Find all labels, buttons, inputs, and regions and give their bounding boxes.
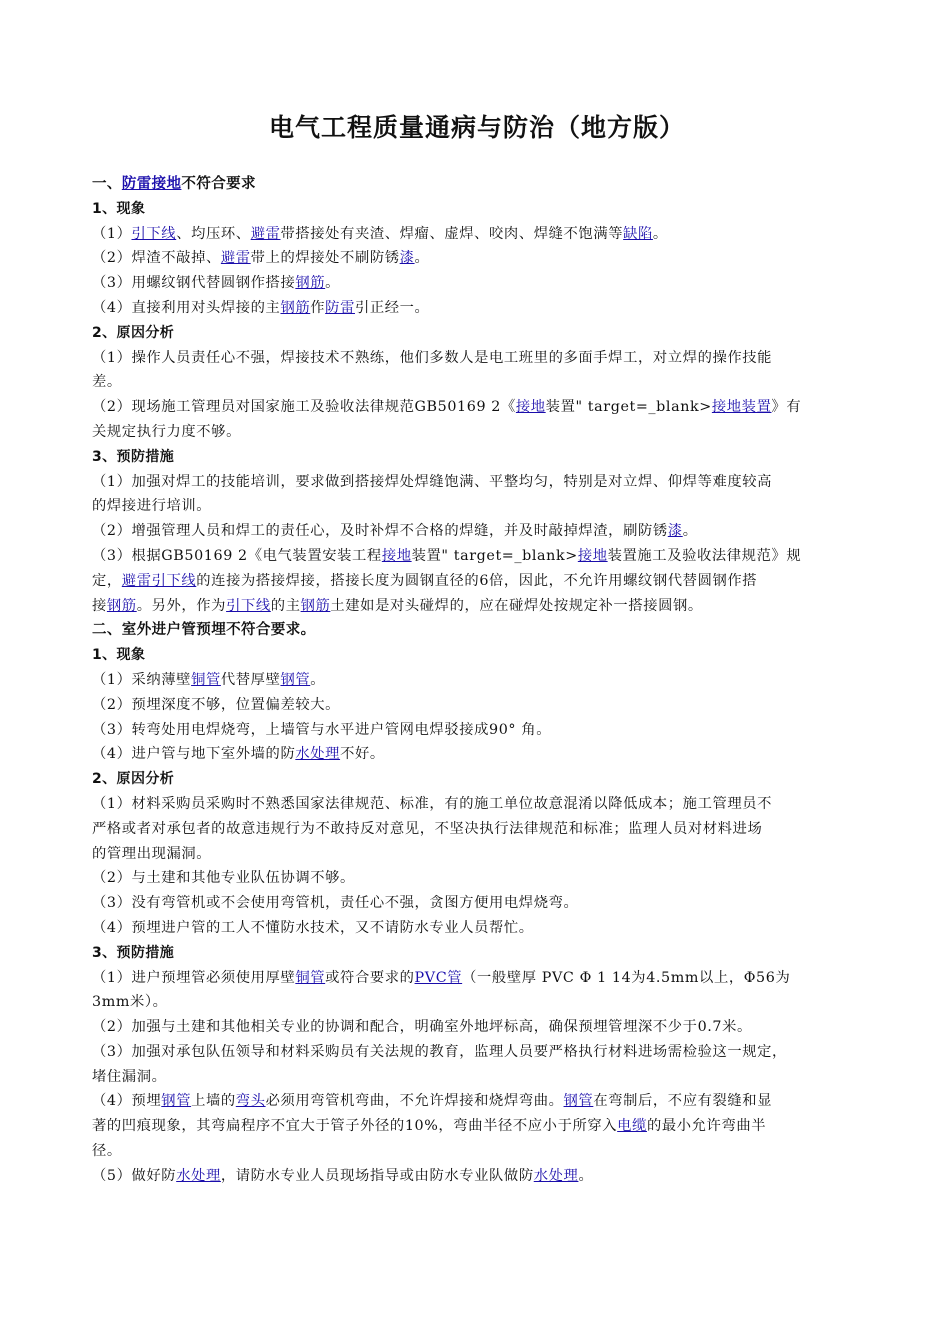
keyword-link[interactable]: 避雷 <box>250 225 281 242</box>
text-run: 严格或者对承包者的故意违规行为不敢持反对意见，不坚决执行法律规范和标准；监理人员对材料进场 <box>92 820 763 837</box>
text-run: （2）焊渣不敲掉、 <box>92 250 221 267</box>
text-run: 的焊接进行培训。 <box>92 498 212 515</box>
text-run: 装置" target=_blank> <box>411 547 578 564</box>
text-run: 。 <box>682 523 698 540</box>
text-run: 。 <box>310 671 326 688</box>
paragraph-line <box>92 1164 862 1189</box>
text-run: 装置" target=_blank> <box>545 399 712 416</box>
paragraph-line <box>92 742 862 767</box>
keyword-link[interactable]: 防雷 <box>325 299 355 316</box>
text-run: 径。 <box>92 1143 122 1160</box>
keyword-link[interactable]: 接地 <box>577 547 608 564</box>
text-run: 一、 <box>92 176 122 192</box>
keyword-link[interactable]: PVC管 <box>414 969 463 986</box>
keyword-link[interactable]: 水处理 <box>295 746 341 763</box>
text-run: （1）材料采购员采购时不熟悉国家法律规范、标准，有的施工单位故意混淆以降低成本；施工管理员不 <box>92 795 773 812</box>
keyword-link[interactable]: 钢筋 <box>106 597 137 614</box>
text-run: （3）根据GB50169 2《电气装置安装工程 <box>92 547 382 564</box>
text-run: 1、现象 <box>92 200 146 217</box>
paragraph-line <box>92 296 862 321</box>
text-run: 、均压环、 <box>176 225 251 242</box>
text-run: （4）预埋进户管的工人不懂防水技术，又不请防水专业人员帮忙。 <box>92 919 534 936</box>
paragraph-line <box>92 866 862 891</box>
paragraph-line <box>92 519 862 544</box>
subsection-heading <box>92 445 862 470</box>
text-run: （1） <box>92 225 132 242</box>
text-run: 上墙的 <box>191 1093 236 1110</box>
text-run: 的主 <box>270 597 301 614</box>
text-run: 在弯制后，不应有裂缝和显 <box>593 1093 773 1110</box>
section-heading <box>92 172 862 197</box>
text-run: （3）用螺纹钢代替圆钢作搭接 <box>92 275 296 292</box>
paragraph-line <box>92 668 862 693</box>
text-run: （2）现场施工管理员对国家施工及验收法律规范GB50169 2《 <box>92 399 516 416</box>
paragraph-line <box>92 792 862 817</box>
document-body <box>92 172 862 1189</box>
text-run: 土建如是对头碰焊的，应在碰焊处按规定补一搭接圆钢。 <box>330 597 703 614</box>
text-run: （4）预埋 <box>92 1093 162 1110</box>
text-run: （4）直接利用对头焊接的主 <box>92 299 281 316</box>
keyword-link[interactable]: 缺陷 <box>623 225 653 242</box>
text-run: 接 <box>92 597 107 614</box>
paragraph-line <box>92 1015 862 1040</box>
keyword-link[interactable]: 水处理 <box>533 1167 579 1184</box>
paragraph-line <box>92 1089 862 1114</box>
text-run: （5）做好防 <box>92 1167 177 1184</box>
paragraph-line <box>92 1065 862 1090</box>
keyword-link[interactable]: 漆 <box>399 250 415 267</box>
text-run: （1）进户预埋管必须使用厚壁 <box>92 969 296 986</box>
text-run: （一般壁厚 PVC Φ 1 14为4.5mm以上，Φ56为 <box>462 969 791 986</box>
keyword-link[interactable]: 电缆 <box>617 1118 647 1135</box>
text-run: （1）操作人员责任心不强，焊接技术不熟练，他们多数人是电工班里的多面手焊工，对立焊的操作技能 <box>92 349 773 366</box>
text-run: （1）采纳薄壁 <box>92 671 192 688</box>
keyword-link[interactable]: 接地 <box>381 547 412 564</box>
paragraph-line <box>92 395 862 420</box>
keyword-link[interactable]: 接地 <box>515 399 546 416</box>
text-run: 或符合要求的 <box>325 969 415 986</box>
paragraph-line <box>92 966 862 991</box>
text-run: 作 <box>310 299 326 316</box>
keyword-link[interactable]: 引下线 <box>131 225 177 242</box>
text-run: 二、室外进户管预埋不符合要求。 <box>92 622 316 639</box>
text-run: 著的凹痕现象，其弯扁程序不宜大于管子外径的10%，弯曲半径不应小于所穿入 <box>92 1118 618 1135</box>
subsection-heading <box>92 643 862 668</box>
keyword-link[interactable]: 钢管 <box>563 1093 594 1110</box>
text-run: 引正经一。 <box>354 299 430 316</box>
keyword-link[interactable]: 钢管 <box>280 671 311 688</box>
keyword-link[interactable]: 漆 <box>667 523 683 540</box>
subsection-heading <box>92 941 862 966</box>
text-run: 关规定执行力度不够。 <box>92 423 241 440</box>
text-run: 装置施工及验收法律规范》规 <box>607 547 802 564</box>
text-run: 2、原因分析 <box>92 771 175 788</box>
text-run: （2）预埋深度不够，位置偏差较大。 <box>92 696 341 713</box>
text-run: 3、预防措施 <box>92 944 175 961</box>
keyword-link[interactable]: 避雷 <box>220 250 251 267</box>
text-run: 。 <box>325 275 341 292</box>
keyword-link[interactable]: 钢筋 <box>280 299 311 316</box>
keyword-link[interactable]: 接地装置 <box>711 399 772 416</box>
subsection-heading <box>92 197 862 222</box>
text-run: 。另外，作为 <box>136 597 227 614</box>
text-run: 必须用弯管机弯曲，不允许焊接和烧焊弯曲。 <box>265 1093 564 1110</box>
keyword-link[interactable]: 避雷引下线 <box>121 572 197 589</box>
paragraph-line <box>92 544 862 569</box>
text-run: 。 <box>414 250 430 267</box>
text-run: 的最小允许弯曲半 <box>646 1118 767 1135</box>
text-run: 2、原因分析 <box>92 324 175 341</box>
paragraph-line <box>92 718 862 743</box>
keyword-link[interactable]: 引下线 <box>226 597 271 614</box>
text-run: （4）进户管与地下室外墙的防 <box>92 746 296 763</box>
keyword-link[interactable]: 弯头 <box>235 1093 266 1110</box>
text-run: （2）与土建和其他专业队伍协调不够。 <box>92 870 355 887</box>
paragraph-line <box>92 222 862 247</box>
document-title: 电气工程质量通病与防治（地方版） <box>268 113 685 142</box>
text-run: 》有 <box>771 399 802 416</box>
paragraph-line <box>92 1139 862 1164</box>
text-run: 堵住漏洞。 <box>92 1068 167 1085</box>
text-run: 3、预防措施 <box>92 448 175 465</box>
text-run: （3）没有弯管机或不会使用弯管机，责任心不强，贪图方便用电焊烧弯。 <box>92 895 579 912</box>
text-run: 。 <box>578 1167 594 1184</box>
paragraph-line <box>92 817 862 842</box>
paragraph-line <box>92 916 862 941</box>
text-run: （3）转弯处用电焊烧弯，上墙管与水平进户管网电焊驳接成90° 角。 <box>92 721 552 738</box>
text-run: 的连接为搭接焊接，搭接长度为圆钢直径的6倍，因此，不允许用螺纹钢代替圆钢作搭 <box>196 572 758 589</box>
text-run: ，请防水专业人员现场指导或由防水专业队做防 <box>220 1167 534 1184</box>
text-run: 定， <box>92 572 122 589</box>
subsection-heading <box>92 767 862 792</box>
paragraph-line <box>92 842 862 867</box>
paragraph-line <box>92 370 862 395</box>
keyword-link[interactable]: 水处理 <box>176 1167 221 1184</box>
keyword-link[interactable]: 钢管 <box>161 1093 192 1110</box>
paragraph-line <box>92 346 862 371</box>
paragraph-line <box>92 891 862 916</box>
text-run: 带搭接处有夹渣、焊瘤、虚焊、咬肉、焊缝不饱满等 <box>280 225 624 242</box>
text-run: 。 <box>652 225 668 242</box>
text-run: 1、现象 <box>92 647 146 664</box>
keyword-link[interactable]: 铜管 <box>191 671 221 688</box>
text-run: （1）加强对焊工的技能培训，要求做到搭接焊处焊缝饱满、平整均匀，特别是对立焊、仰焊等难度较高 <box>92 473 773 490</box>
keyword-link[interactable]: 铜管 <box>295 969 326 986</box>
section-heading <box>92 618 862 643</box>
paragraph-line <box>92 420 862 445</box>
paragraph-line <box>92 1040 862 1065</box>
text-run: 不好。 <box>340 746 385 763</box>
paragraph-line <box>92 594 862 619</box>
paragraph-line <box>92 494 862 519</box>
text-run: 不符合要求 <box>181 176 256 192</box>
text-run: 代替厚壁 <box>220 671 281 688</box>
keyword-link[interactable]: 钢筋 <box>295 275 326 292</box>
paragraph-line <box>92 990 862 1015</box>
paragraph-line <box>92 693 862 718</box>
paragraph-line <box>92 470 862 495</box>
text-run: 3mm米）。 <box>92 994 168 1011</box>
text-run: 差。 <box>92 374 122 391</box>
text-run: （2）增强管理人员和焊工的责任心，及时补焊不合格的焊缝，并及时敲掉焊渣，刷防锈 <box>92 523 668 540</box>
paragraph-line <box>92 271 862 296</box>
text-run: （2）加强与土建和其他相关专业的协调和配合，明确室外地坪标高，确保预埋管埋深不少于0.7米。 <box>92 1019 752 1036</box>
text-run: 的管理出现漏洞。 <box>92 845 212 862</box>
keyword-link[interactable]: 钢筋 <box>300 597 331 614</box>
text-run: 带上的焊接处不刷防锈 <box>250 250 400 267</box>
paragraph-line <box>92 1114 862 1139</box>
text-run: （3）加强对承包队伍领导和材料采购员有关法规的教育，监理人员要严格执行材料进场需检验这一规定， <box>92 1043 787 1060</box>
subsection-heading <box>92 321 862 346</box>
keyword-link[interactable]: 防雷接地 <box>121 176 182 192</box>
paragraph-line <box>92 246 862 271</box>
paragraph-line <box>92 569 862 594</box>
